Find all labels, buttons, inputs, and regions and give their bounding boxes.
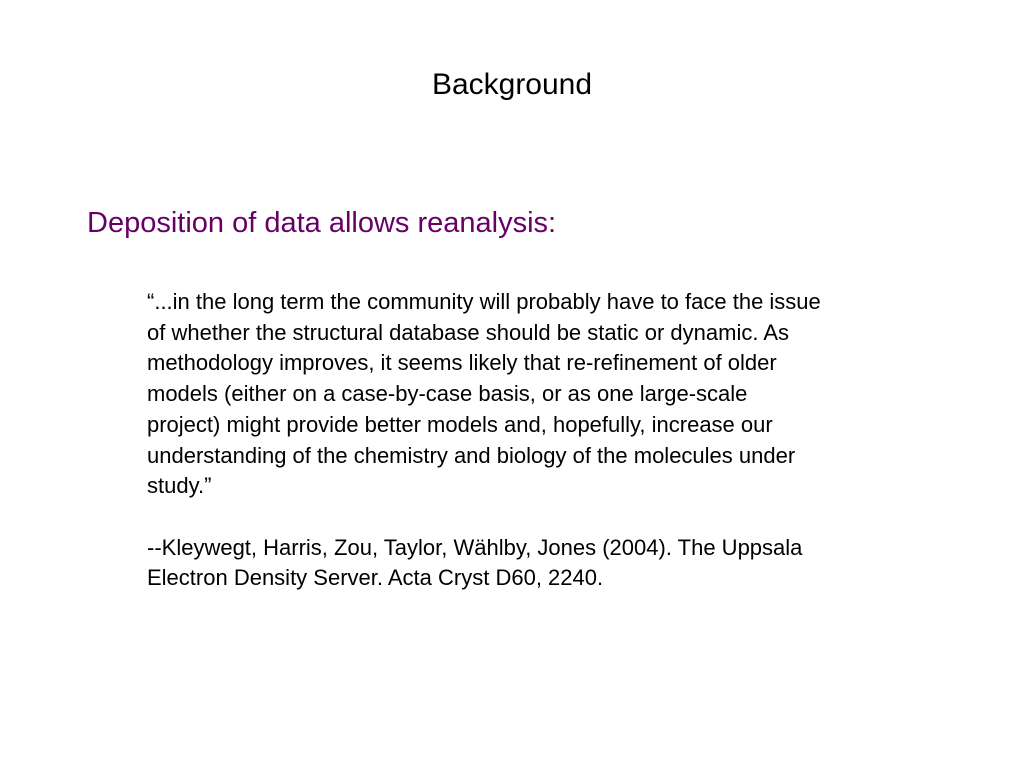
citation-line: Electron Density Server. Acta Cryst D60, 2240. xyxy=(147,565,604,591)
quote-line: understanding of the chemistry and biology of the molecules under xyxy=(147,442,796,468)
citation-line: --Kleywegt, Harris, Zou, Taylor, Wählby, Jones (2004). The Uppsala xyxy=(147,534,803,560)
quote-line: methodology improves, it seems likely that re-refinement of older xyxy=(147,350,777,376)
quote-line: of whether the structural database should be static or dynamic. As xyxy=(147,319,790,345)
slide-title: Background xyxy=(431,68,593,101)
quote-line: “...in the long term the community will probably have to face the issue xyxy=(147,289,821,314)
quote-line: project) might provide better models and, hopefully, increase our xyxy=(147,411,773,437)
quote-line: study.” xyxy=(147,473,212,499)
section-heading: Deposition of data allows reanalysis: xyxy=(87,207,557,239)
quote-block xyxy=(147,287,947,594)
paragraph-spacer xyxy=(147,502,947,533)
quote-line: models (either on a case-by-case basis, or as one large-scale xyxy=(147,381,748,407)
